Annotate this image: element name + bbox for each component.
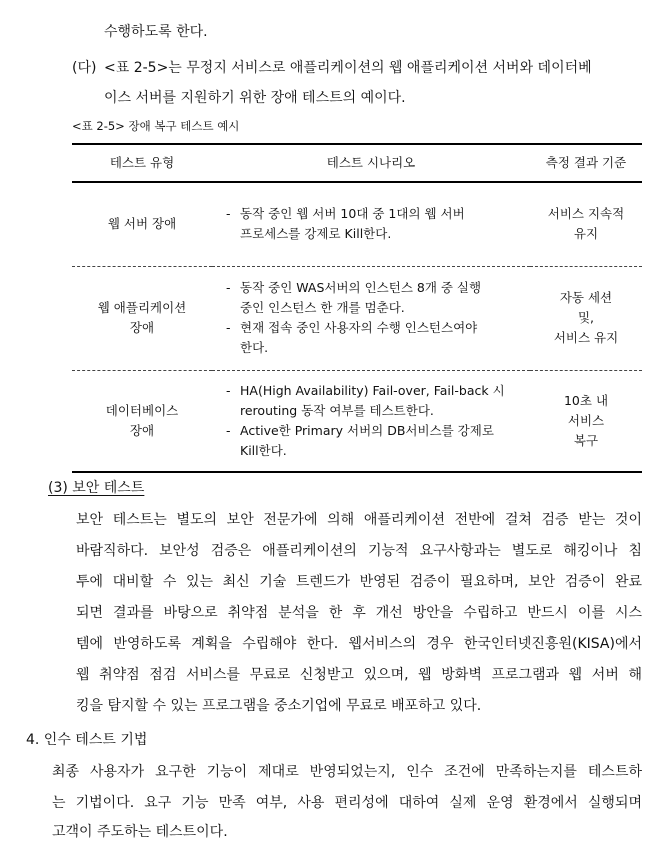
result-cell [530,370,642,472]
cell-line: 프로세스를 강제로 Kill한다. [240,226,392,242]
cell-line: 서비스 지속적 [547,206,625,222]
cell-line: 서비스 유지 [553,330,619,345]
scenario-cell [212,266,530,370]
scenario-bullet [226,381,529,421]
item-label: (다) [72,60,97,76]
body-line: 보안 테스트는 별도의 보안 전문가에 의해 애플리케이션 전반에 걸쳐 검증 받는 것이 [76,512,642,528]
cell-line: 장애 [129,422,155,438]
table-row [72,370,642,472]
cell-line: 및, [577,310,595,325]
column-header: 테스트 시나리오 [212,144,530,182]
cell-line: 동작 중인 WAS서버의 인스턴스 8개 중 실행 [240,280,482,295]
bullet-dash: - [226,280,231,295]
body-line: 는 기법이다. 요구 기능 만족 여부, 사용 편리성에 대하여 실제 운영 환경에서 실행되며 [52,795,642,811]
body-line: 고객이 주도하는 테스트이다. [52,824,228,840]
bullet-dash: - [226,206,231,222]
cell-line: 장애 [129,320,155,335]
scenario-cell [212,370,530,472]
cell-line: Kill한다. [240,442,287,458]
cell-line: 중인 인스턴스 한 개를 멈춘다. [240,300,405,315]
table-header-row [72,144,642,182]
cell-line: 웹 서버 장애 [107,216,177,232]
cell-line: 자동 세션 [559,290,613,305]
bullet-dash: - [226,320,231,335]
section-heading: (3) 보안 테스트 [48,480,145,496]
cell-line: 현재 접속 중인 사용자의 수행 인스턴스여야 [240,320,478,335]
cell-line: 서비스 [567,412,605,428]
bullet-dash: - [226,422,231,438]
cell-line: 한다. [240,340,269,355]
body-line: 웹 취약점 점검 서비스를 무료로 신청받고 있으며, 웹 방화벽 프로그램과 웹 서버 해 [76,667,642,683]
cell-line: 복구 [573,432,599,448]
cell-line: 10초 내 [563,392,609,408]
body-line: 템에 반영하도록 계획을 수립해야 한다. 웹서비스의 경우 한국인터넷진흥원(KISA)에서 [76,636,642,652]
body-line: 되면 결과를 바탕으로 취약점 분석을 한 후 개선 방안을 수립하고 반드시 이를 시스 [76,605,642,621]
cell-line: 웹 애플리케이션 [97,300,187,315]
cell-line: 유지 [573,226,599,242]
item-text-line: 이스 서버를 지원하기 위한 장애 테스트의 예이다. [104,90,406,106]
paragraph-line: 수행하도록 한다. [104,24,208,40]
table-row [72,182,642,266]
cell-line: HA(High Availability) Fail-over, Fail-back 시 [240,382,505,398]
fault-recovery-table [72,143,642,473]
scenario-bullet [226,318,529,358]
result-cell [530,182,642,266]
column-header: 테스트 유형 [72,144,212,182]
body-line: 킹을 탐지할 수 있는 프로그램을 중소기업에 무료로 배포하고 있다. [76,698,482,714]
bullet-dash: - [226,382,231,398]
table-row [72,266,642,370]
cell-line: 데이터베이스 [105,402,179,418]
column-header: 측정 결과 기준 [530,144,642,182]
body-line: 바람직하다. 보안성 검증은 애플리케이션의 기능적 요구사항과는 별도로 해킹이나 침 [76,543,642,559]
body-line: 최종 사용자가 요구한 기능이 제대로 반영되었는지, 인수 조건에 만족하는지를 테스트하 [52,764,642,780]
table-caption: <표 2-5> 장애 복구 테스트 예시 [72,119,240,133]
cell-line: 동작 중인 웹 서버 10대 중 1대의 웹 서버 [240,206,465,222]
test-type-cell [72,266,212,370]
scenario-cell [212,182,530,266]
test-type-cell [72,370,212,472]
cell-line: Active한 Primary 서버의 DB서비스를 강제로 [240,422,494,438]
item-text-line: <표 2-5>는 무정지 서비스로 애플리케이션의 웹 애플리케이션 서버와 데이터베 [104,60,592,76]
scenario-bullet [226,421,529,461]
result-cell [530,266,642,370]
cell-line: rerouting 동작 여부를 테스트한다. [240,402,434,418]
test-type-cell [72,182,212,266]
section-heading: 4. 인수 테스트 기법 [26,732,148,748]
scenario-bullet [226,204,529,244]
scenario-bullet [226,278,529,318]
body-line: 투에 대비할 수 있는 최신 기술 트렌드가 반영된 검증이 필요하며, 보안 검증이 완료 [76,574,642,590]
